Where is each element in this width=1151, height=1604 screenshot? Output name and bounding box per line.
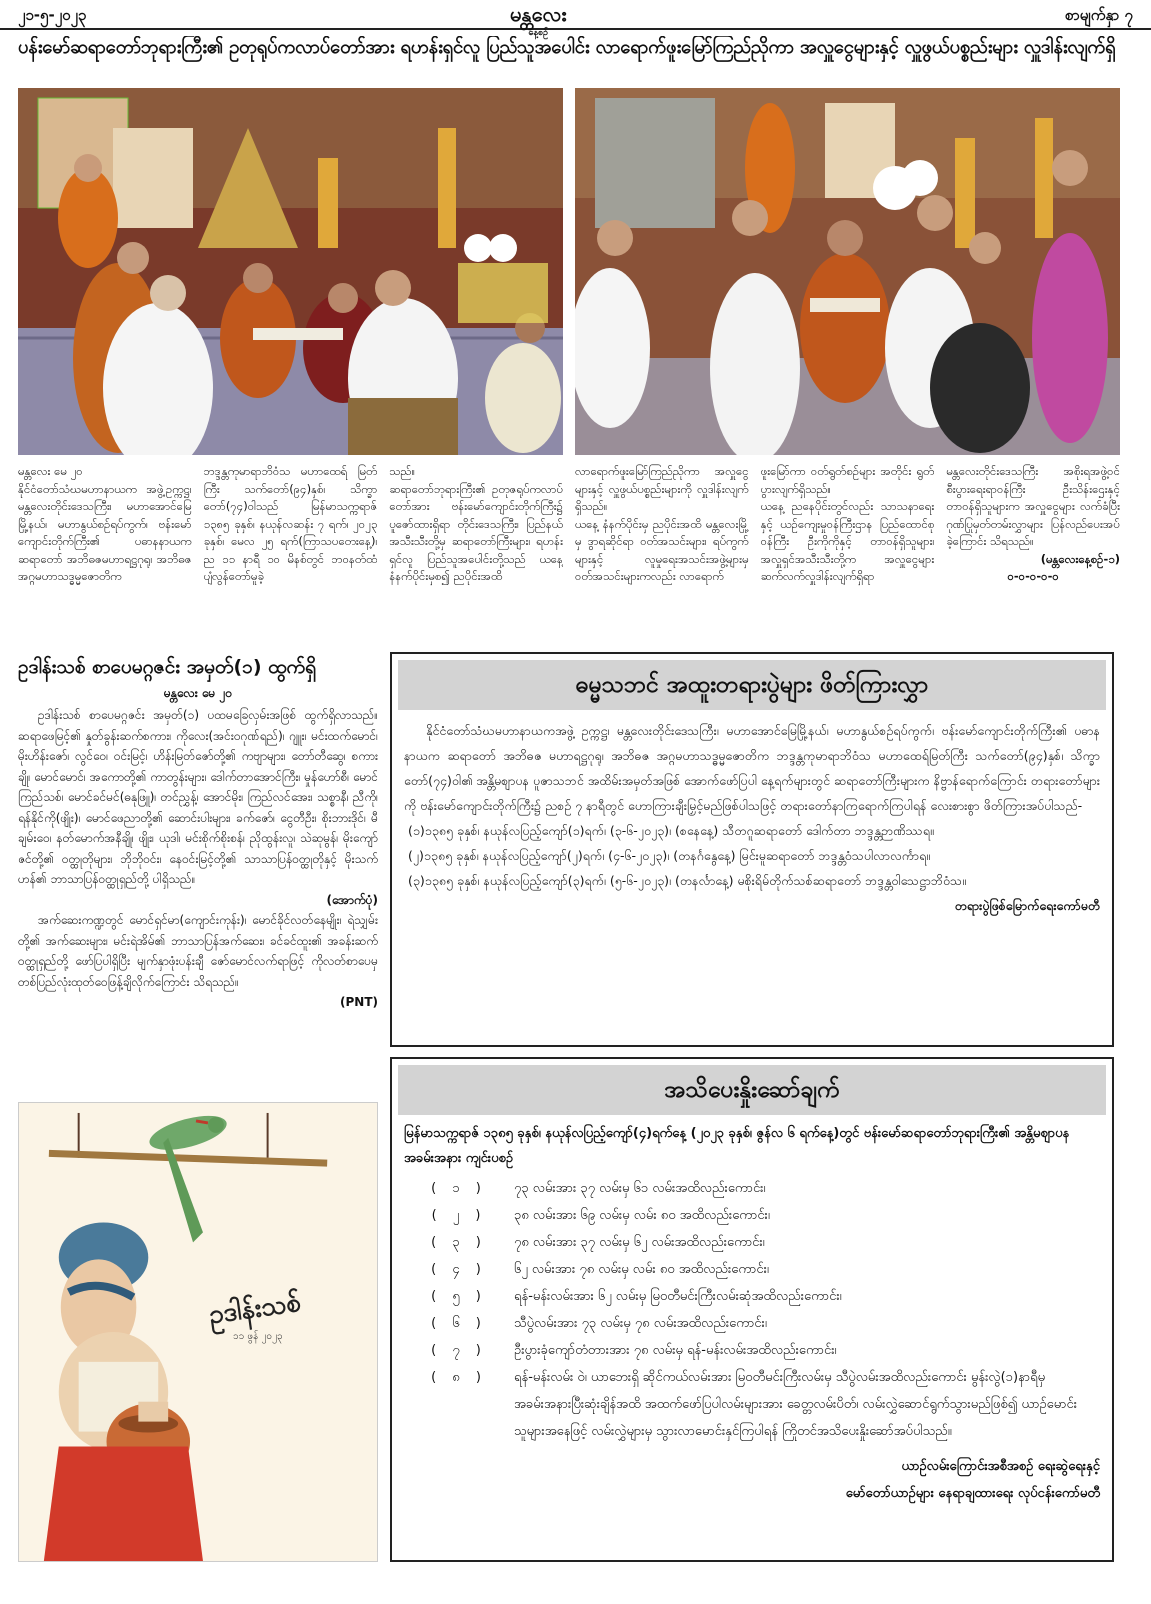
article-end-mark: ၀-၀-၀-၀-၀: [1007, 569, 1059, 583]
magazine-headline: ဥဒါန်းသစ် စာပေမဂ္ဂဇင်း အမှတ်(၁) ထွက်ရှိ: [18, 656, 317, 678]
route-item: [404, 1256, 1100, 1283]
invitation-item-1: (၁)၁၃၈၅ ခုနှစ်၊ နယုန်လပြည့်ကျော်(၁)ရက်၊ (၃-၆-၂၀၂၃)၊ (စနေနေ့) သီတဂူဆရာတော် ဒေါက်တာ ဘဒ္ဒန္တဉာဏိဿရ။: [408, 823, 934, 838]
route-number: ( ၆ ): [431, 1316, 487, 1331]
route-text: ၇၃ လမ်းအား ၃၇ လမ်းမှ ၆၁ လမ်းအထိလည်းကောင်း၊: [514, 1181, 766, 1196]
route-item: [404, 1364, 1100, 1445]
magazine-cover-title: ဥဒါန်းသစ်: [207, 1287, 303, 1331]
main-article: [18, 463, 1120, 641]
article-column-3: သည်။ ဆရာတော်ဘုရားကြီး၏ ဥတုဇရုပ်ကလာပ်တော်အား ဗန်းမော်ကျောင်းတိုက်ကြီး၌ ပူဇော်ထားရှိရာ တိုင်းဒေသကြီး၊ ပြည်နယ်အသီးသီးတို့မှ ဆရာတော်ကြီးများ၊ ရဟန်းရှင်လူ ပြည်သူအပေါင်းတို့သည် ယနေ့ နံနက်ပိုင်းမှစ၍ ညပိုင်းအထိ: [389, 464, 563, 583]
magazine-cover-date: ၁၁ ဖွန် ၂၀၂၃: [233, 1331, 283, 1342]
route-item: [404, 1229, 1100, 1256]
traffic-notice-box: [390, 1057, 1114, 1562]
invitation-body: [392, 716, 1112, 920]
route-text: ၆၂ လမ်းအား ၇၈ လမ်းမှ လမ်း ၈၀ အထိလည်းကောင်း၊: [514, 1262, 769, 1277]
route-text: ရန်-မန်းလမ်း ဝဲ၊ ယာဘေးရှိ ဆိုင်ကယ်လမ်းအား မြဝတီမင်းကြီးလမ်းမှ သီပွဲလမ်းအထိလည်းကောင်း မွန်းလွဲ(၁)နာရီမှ အခမ်းအနားပြီးဆုံးချိန်အထိ အထက်ဖော်ပြပါလမ်းများအား ခေတ္တလမ်းပိတ်၊ လမ်းလွှဲဆောင်ရွက်သွားမည်ဖြစ်၍ ယာဉ်မောင်းသူများအနေဖြင့် လမ်းလွှဲများမှ သွားလာမောင်းနှင်ကြပါရန် ကြိုတင်အသိပေးနှိုးဆော်အပ်ပါသည်။: [514, 1370, 1078, 1439]
article-signature: (မန္တလေးနေ့စဉ်-၁): [1040, 551, 1120, 566]
route-text: ၃၈ လမ်းအား ၆၉ လမ်းမှ လမ်း ၈၀ အထိလည်းကောင်း၊: [514, 1208, 770, 1223]
invitation-intro: နိုင်ငံတော်သံဃမဟာနာယကအဖွဲ့ ဥက္ကဋ္ဌ၊ မန္တလေးတိုင်းဒေသကြီး၊ မဟာအောင်မြေမြို့နယ်၊ မဟာနွယ်စဉ်ရပ်ကွက်၊ ဗန်းမော်ကျောင်းတိုက်ကြီး၏ ပဓာနနာယက ဆရာတော် အဘိဓဇ မဟာရဋ္ဌဂုရု၊ အဘိဓဇ အဂ္ဂမဟာသဒ္ဓမ္မဇောတိက ဘဒ္ဒန္တကုမာရာဘိဝံသ မဟာထေရ်မြတ်ကြီး သက်တော်(၉၄)နှစ်၊ သိက္ခာတော်(၇၄)ဝါ၏ အန္တိမစျာပန ပူဇာသဘင် အထိမ်းအမှတ်အဖြစ် အောက်ဖော်ပြပါ နေ့ရက်များတွင် ဆရာတော်ကြီးများက နိဗ္ဗာန်ရောက်ကြောင်း တရားတော်များကို ဗန်းမော်ကျောင်းတိုက်ကြီး၌ ညစဉ် ၇ နာရီတွင် ဟောကြားချီးမြှင့်မည်ဖြစ်ပါသဖြင့် တရားတော်နာကြရောက်ကြပါရန် လေးစားစွာ ဖိတ်ကြားအပ်ပါသည်-: [404, 723, 1100, 813]
route-text: ၇၈ လမ်းအား ၃၇ လမ်းမှ ၆၂ လမ်းအထိလည်းကောင်း၊: [514, 1235, 765, 1250]
logo-subtext: နေ့စဉ်: [528, 28, 549, 38]
invitation-item-3: (၃)၁၃၈၅ ခုနှစ်၊ နယုန်လပြည့်ကျော်(၃)ရက်၊ (၅-၆-၂၀၂၃)၊ (တနင်္လာနေ့) မစိုးရိမ်တိုက်သစ်ဆရာတော် ဘဒ္ဒန္တဝါသေဋ္ဌာဘိဝံသ။: [408, 873, 966, 888]
route-list: [404, 1175, 1100, 1445]
magazine-dateline: မန္တလေး မေ ၂၀: [163, 686, 233, 700]
route-number: ( ၇ ): [431, 1343, 487, 1358]
route-number: ( ၁ ): [431, 1181, 487, 1196]
ceremony-photo-left: [18, 88, 563, 455]
invitation-title: ဓမ္မသဘင် အထူးတရားပွဲများ ဖိတ်ကြားလွှာ: [398, 660, 1106, 710]
article-column-6: [946, 463, 1120, 641]
logo-text: မန္တလေး: [510, 2, 567, 26]
notice-title: အသိပေးနှိုးဆော်ချက်: [398, 1065, 1106, 1115]
magazine-paragraph-1: ဥဒါန်းသစ် စာပေမဂ္ဂဇင်း အမှတ်(၁) ပထမခြေလှမ်းအဖြစ် ထွက်ရှိလာသည်။ ဆရာဖေမြင့်၏ နှုတ်ခွန်းဆက်စကား၊ ကိုလေး(အင်းဝဂုဏ်ရည်)၊ ဂျူး၊ မင်းထက်မောင်၊ မိုးဟိန်းဇော်၊ လွင်ဝေ၊ ဝင်းမြင့်၊ ဟိန်းမြတ်ဇော်တို့၏ ကဗျာများ၊ တော်တီဆွေ၊ စကားချို၊ မောင်မောင်၊ အကောတို့၏ ကာတွန်းများ၊ ဒေါက်တာအောင်ကြီး၊ မှုန်ဟော်စီ၊ မောင်ကြည်သစ်၊ မောင်ခင်မင်(ဓနုဖြူ)၊ တင်ညွှန့်၊ အောင်မိုး၊ ကြည်လင်အေး၊ သစ္စာနီ၊ ညီကို၊ ရန်နိုင်ကို(ဖျိုး)၊ မောင်ဖေညာတို့၏ ဆောင်းပါးများ၊ ခက်ဇော်၊ ငွေတီဦး၊ စိုးဘားဒိုင်၊ မီချမ်းဝေ၊ နတ်မောက်အနီချို၊ ဖျိုး၊ ယုဒါ၊ မင်းစိုက်စိုးစန်၊ ညိုထွန်းလူ၊ သဲဆုမွန်၊ မိုးကျော်ဇင်တို့၏ ဝတ္ထုတိုများ၊ ဘိုဘိုဝင်း၊ နေဝင်းမြင့်တို့၏ သာသာပြန်ဝတ္ထုတိုနှင့် မိုးသက်ဟန်၏ ဘာသာပြန်ဝတ္ထုရှည်တို့ ပါရှိသည်။: [18, 708, 378, 886]
ceremony-photo-right: [575, 88, 1120, 455]
route-item: [404, 1202, 1100, 1229]
article-column-5: ဖူးမြော်ကာ ဝတ်ရွတ်စဉ်များ အတိုင်း ရွတ်ပွားလျက်ရှိသည်။ ယနေ့ ညနေပိုင်းတွင်လည်း သာသနာရေးနှင့် ယဉ်ကျေးမှုဝန်ကြီးဌာန ပြည်ထောင်စုဝန်ကြီး ဦးကိုကိုနှင့် တာဝန်ရှိသူများ၊ အလှူရှင်အသီးသီးတို့က အလှူငွေများ ဆက်လက်လှူဒါန်းလျက်ရှိရာ: [760, 464, 935, 583]
notice-intro: မြန်မာသက္ကရာဇ် ၁၃၈၅ ခုနှစ်၊ နယုန်လပြည့်ကျော်(၄)ရက်နေ့ (၂၀၂၃ ခုနှစ်၊ ဇွန်လ ၆ ရက်နေ့)တွင် ဗန်းမော်ဆရာတော်ဘုရားကြီး၏ အန္တိမစျာပနအခမ်းအနား ကျင်းပစဉ်: [404, 1126, 1070, 1166]
route-number: ( ၅ ): [431, 1289, 487, 1304]
magazine-article-body: [18, 705, 378, 1095]
article-column-1: မန္တလေး မေ ၂၀ နိုင်ငံတော်သံဃမဟာနာယက အဖွဲ့ဥက္ကဋ္ဌ၊ မန္တလေးတိုင်းဒေသကြီး၊ မဟာအောင်မြေမြို့နယ်၊ မဟာနွယ်စဉ်ရပ်ကွက်၊ ဗန်းမော်ကျောင်းတိုက်ကြီး၏ ပဓာနနာယက ဆရာတော် အဘိဓဇမဟာရဋ္ဌဂုရု၊ အဘိဓဇအဂ္ဂမဟာသဒ္ဓမ္မဇောတိက: [18, 464, 192, 583]
article-column-6-text: မန္တလေးတိုင်းဒေသကြီး အစိုးရအဖွဲ့ဝင် စီးပွားရေးရာဝန်ကြီး ဦးသိန်းဌေးနှင့် တာဝန်ရှိသူများက အလှူငွေများ လက်ခံပြီး ဂုဏ်ပြုမှတ်တမ်းလွှာများ ပြန်လည်ပေးအပ်ခဲ့ကြောင်း သိရသည်။: [946, 464, 1120, 548]
magazine-cover-image: [18, 1102, 378, 1562]
route-text: ဦးပွားခုံကျော်တံတားအား ၇၈ လမ်းမှ ရန်-မန်းလမ်းအထိလည်းကောင်း၊: [514, 1343, 837, 1358]
issue-date: ၂၁-၅-၂၀၂၃: [18, 6, 87, 24]
main-headline: ပန်းမော်ဆရာတော်ဘုရားကြီး၏ ဥတုရုပ်ကလာပ်တော်အား ရဟန်းရှင်လူ ပြည်သူအပေါင်း လာရောက်ဖူးမြော်ကြည်ညိုကာ အလှူငွေများနှင့် လှူဖွယ်ပစ္စည်းများ လှူဒါန်းလျက်ရှိ: [18, 37, 1116, 58]
invitation-signature: တရားပွဲဖြစ်မြောက်ရေးကော်မတီ: [954, 898, 1100, 913]
page-number: စာမျက်နှာ ၇: [1065, 6, 1133, 24]
route-number: ( ၈ ): [431, 1370, 487, 1385]
magazine-source: (PNT): [340, 995, 378, 1009]
magazine-paragraph-2: အက်ဆေးကဏ္ဍတွင် မောင်ရှင်မာ(ကျောင်းကုန်း)၊ မောင်ခိုင်လတ်နေမျိုး၊ ရဲသျှမ်းတို့၏ အက်ဆေးများ၊ မင်းရဲအိမ်၏ ဘာသာပြန်အက်ဆေး၊ ခင်ခင်ထူး၏ အခန်းဆက်ဝတ္ထုရှည်တို့ ဖော်ပြပါရှိပြီး မျက်နှာဖုံးပန်းချီ ဇော်မောင်လက်ရာဖြင့် ကိုလတ်စာပေမှ တစ်ပြည်လုံးထုတ်ဝေဖြန့်ချိလိုက်ကြောင်း သိရသည်။: [18, 913, 378, 989]
newspaper-logo: [510, 1, 566, 40]
notice-signature-line-2: မော်တော်ယာဉ်များ နေရာချထားရေး လုပ်ငန်းကော်မတီ: [845, 1486, 1100, 1501]
route-text: ရန်-မန်းလမ်းအား ၆၂ လမ်းမှ မြဝတီမင်းကြီးလမ်းဆုံအထိလည်းကောင်း၊: [514, 1289, 842, 1304]
dhamma-invitation-box: [390, 652, 1114, 1047]
article-column-2: ဘဒ္ဒန္တကုမာရာဘိဝံသ မဟာထေရ် မြတ်ကြီး သက်တော်(၉၄)နှစ်၊ သိက္ခာတော်(၇၄)ဝါသည် မြန်မာသက္ကရာဇ် ၁၃၈၅ ခုနှစ်၊ နယုန်လဆန်း ၇ ရက်၊ ၂၀၂၃ ခုနှစ်၊ မေလ ၂၅ ရက်(ကြာသပတေးနေ့)၊ ည ၁၁ နာရီ ၁၀ မိနစ်တွင် ဘဝနတ်ထံ ပျံလွန်တော်မူခဲ့: [203, 464, 378, 583]
route-item: [404, 1175, 1100, 1202]
notice-signature-line-1: ယာဉ်လမ်းကြောင်းအစီအစဉ် ရေးဆွဲရေးနှင့်: [901, 1459, 1100, 1474]
route-number: ( ၂ ): [431, 1208, 487, 1223]
notice-signature: [392, 1453, 1100, 1507]
route-text: သီပွဲလမ်းအား ၇၃ လမ်းမှ ၇၈ လမ်းအထိလည်းကောင်း၊: [514, 1316, 767, 1331]
route-item: [404, 1283, 1100, 1310]
magazine-photo-note: (အောက်ပုံ): [326, 892, 378, 907]
masthead: [0, 0, 1151, 38]
article-column-4: လာရောက်ဖူးမြော်ကြည်ညိုကာ အလှူငွေများနှင့် လှူဖွယ်ပစ္စည်းများကို လှူဒါန်းလျက်ရှိသည်။ ယနေ့ နံနက်ပိုင်းမှ ညပိုင်းအထိ မန္တလေးမြို့မှ ဒွာရဆိုင်ရာ ဝတ်အသင်းများ၊ ရပ်ကွက်များနှင့် လူမှုရေးအသင်းအဖွဲ့များမှ ဝတ်အသင်းများကလည်း လာရောက်: [575, 464, 749, 583]
route-item: [404, 1310, 1100, 1337]
route-item: [404, 1337, 1100, 1364]
invitation-item-2: (၂)၁၃၈၅ ခုနှစ်၊ နယုန်လပြည့်ကျော်(၂)ရက်၊ (၄-၆-၂၀၂၃)၊ (တနင်္ဂနွေနေ့) မြင်းမူဆရာတော် ဘဒ္ဒန္တဝံသပါလာလင်္ကာရ။: [408, 848, 931, 863]
route-number: ( ၃ ): [431, 1235, 487, 1250]
route-number: ( ၄ ): [431, 1262, 487, 1277]
